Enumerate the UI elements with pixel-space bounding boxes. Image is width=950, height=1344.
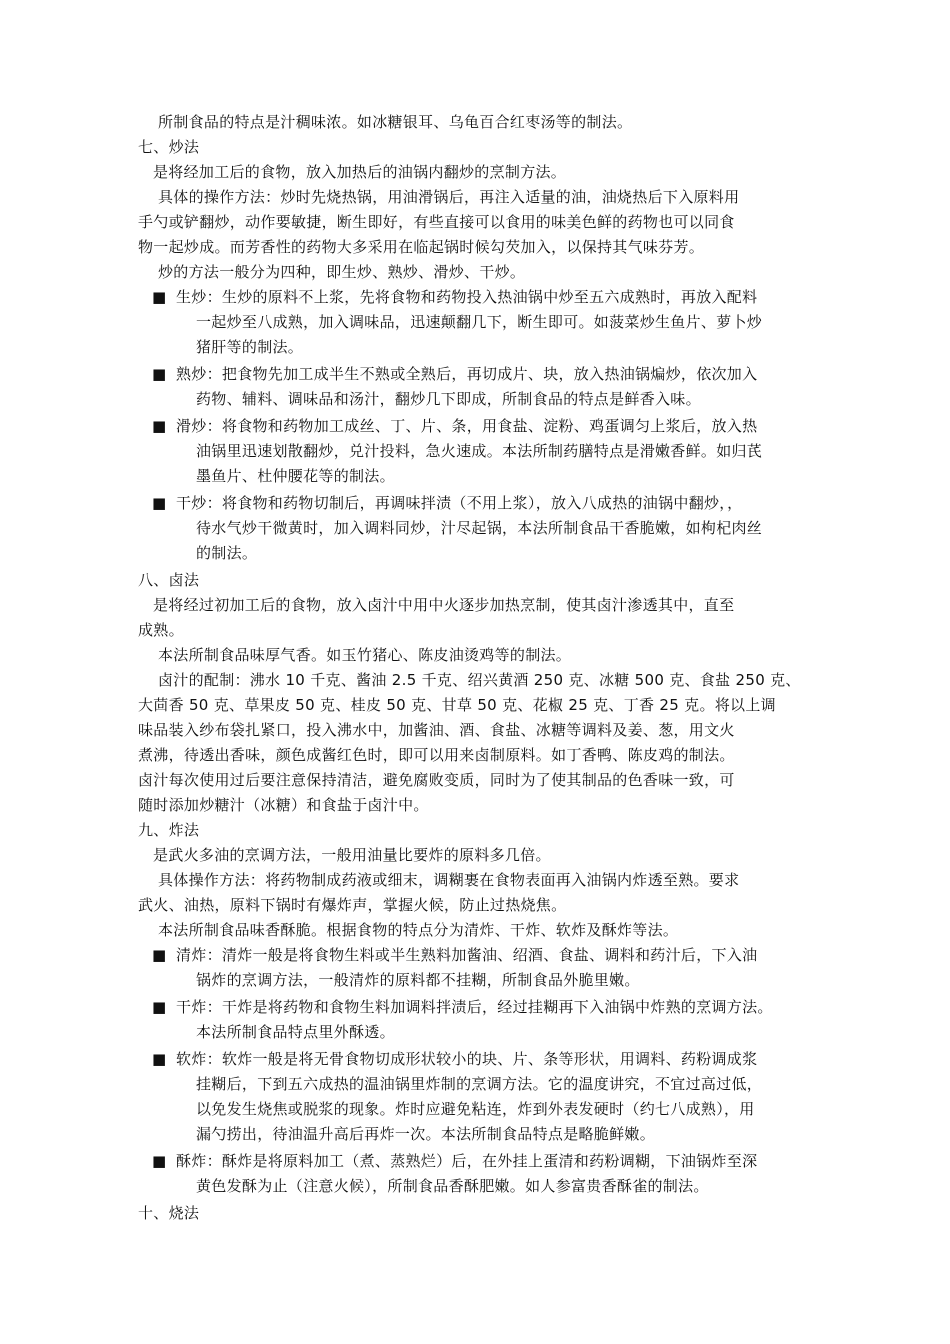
bullet-text-line: 待水气炒干微黄时，加入调料同炒，汁尽起锅，本法所制食品干香脆嫩，如枸杞肉丝	[196, 519, 763, 537]
bullet-square-icon: ■	[152, 365, 167, 383]
bullet-text-line: 以免发生烧焦或脱浆的现象。炸时应避免粘连，炸到外表发硬时（约七八成熟），用	[196, 1100, 755, 1118]
bullet-square-icon: ■	[152, 417, 167, 435]
bullet-square-icon: ■	[152, 946, 167, 964]
section-chao-bullets	[138, 285, 828, 566]
text-line: 煮沸，待透出香味，颜色成酱红色时，即可以用来卤制原料。如丁香鸭、陈皮鸡的制法。	[138, 746, 735, 764]
text-line: 随时添加炒糖汁（冰糖）和食盐于卤汁中。	[138, 796, 429, 814]
bullet-text-line: 猪肝等的制法。	[196, 338, 304, 356]
text-line: 是将经过初加工后的食物，放入卤汁中用中火逐步加热烹制，使其卤汁渗透其中，直至	[153, 596, 735, 614]
text-line: 物一起炒成。而芳香性的药物大多采用在临起锅时候勾芡加入，以保持其气味芬芳。	[138, 238, 705, 256]
bullet-item	[138, 1047, 828, 1147]
section-lu-zha	[138, 568, 828, 943]
bullet-text-line: 漏勺捞出，待油温升高后再炸一次。本法所制食品特点是略脆鲜嫩。	[196, 1125, 656, 1143]
bullet-item	[138, 362, 828, 412]
bullet-item	[138, 943, 828, 993]
bullet-text-line: 干炸：干炸是将药物和食物生料加调料拌渍后，经过挂糊再下入油锅中炸熟的烹调方法。	[176, 998, 773, 1016]
text-line: 卤汁的配制：沸水 10 千克、酱油 2.5 千克、绍兴黄酒 250 克、冰糖 500 克、食盐 250 克、	[158, 671, 801, 689]
section-chao-intro	[138, 110, 828, 285]
text-line: 七、炒法	[138, 138, 200, 156]
bullet-text-line: 熟炒：把食物先加工成半生不熟或全熟后，再切成片、块，放入热油锅煸炒，依次加入	[176, 365, 758, 383]
bullet-item	[138, 285, 828, 360]
bullet-square-icon: ■	[152, 494, 167, 512]
bullet-text-line: 清炸：清炸一般是将食物生料或半生熟料加酱油、绍酒、食盐、调料和药汁后，下入油	[176, 946, 758, 964]
text-line: 是将经加工后的食物，放入加热后的油锅内翻炒的烹制方法。	[153, 163, 567, 181]
text-line: 手勺或铲翻炒，动作要敏捷，断生即好，有些直接可以食用的味美色鲜的药物也可以同食	[138, 213, 735, 231]
text-line: 本法所制食品味厚气香。如玉竹猪心、陈皮油烫鸡等的制法。	[158, 646, 572, 664]
text-line: 具体操作方法：将药物制成药液或细末，调糊裹在食物表面再入油锅内炸透至熟。要求	[158, 871, 740, 889]
bullet-text-line: 挂糊后，下到五六成热的温油锅里炸制的烹调方法。它的温度讲究，不宜过高过低，	[196, 1075, 763, 1093]
bullet-square-icon: ■	[152, 1050, 167, 1068]
bullet-text-line: 锅炸的烹调方法，一般清炸的原料都不挂糊，所制食品外脆里嫩。	[196, 971, 640, 989]
bullet-text-line: 油锅里迅速划散翻炒，兑汁投料，急火速成。本法所制药膳特点是滑嫩香鲜。如归芪	[196, 442, 763, 460]
bullet-text-line: 干炒：将食物和药物切制后，再调味拌渍（不用上浆），放入八成热的油锅中翻炒，，	[176, 494, 743, 512]
bullet-item	[138, 1149, 828, 1199]
text-line: 卤汁每次使用过后要注意保持清洁，避免腐败变质，同时为了使其制品的色香味一致，可	[138, 771, 735, 789]
text-line: 所制食品的特点是汁稠味浓。如冰糖银耳、乌龟百合红枣汤等的制法。	[158, 113, 633, 131]
bullet-item	[138, 995, 828, 1045]
bullet-text-line: 软炸：软炸一般是将无骨食物切成形状较小的块、片、条等形状，用调料、药粉调成浆	[176, 1050, 758, 1068]
bullet-text-line: 滑炒：将食物和药物加工成丝、丁、片、条，用食盐、淀粉、鸡蛋调匀上浆后，放入热	[176, 417, 758, 435]
text-line: 九、炸法	[138, 821, 200, 839]
text-line: 大茴香 50 克、草果皮 50 克、桂皮 50 克、甘草 50 克、花椒 25 克、丁香 25 克。将以上调	[138, 696, 776, 714]
bullet-text-line: 酥炸：酥炸是将原料加工（煮、蒸熟烂）后，在外挂上蛋清和药粉调糊，下油锅炸至深	[176, 1152, 758, 1170]
text-line: 成熟。	[138, 621, 184, 639]
section-zha-bullets	[138, 943, 828, 1199]
text-line: 是武火多油的烹调方法，一般用油量比要炸的原料多几倍。	[153, 846, 551, 864]
bullet-text-line: 生炒：生炒的原料不上浆，先将食物和药物投入热油锅中炒至五六成熟时，再放入配料	[176, 288, 758, 306]
bullet-square-icon: ■	[152, 288, 167, 306]
bullet-text-line: 一起炒至八成熟，加入调味品，迅速颠翻几下，断生即可。如菠菜炒生鱼片、萝卜炒	[196, 313, 763, 331]
text-line: 本法所制食品味香酥脆。根据食物的特点分为清炸、干炸、软炸及酥炸等法。	[158, 921, 679, 939]
bullet-item	[138, 414, 828, 489]
text-line: 炒的方法一般分为四种，即生炒、熟炒、滑炒、干炒。	[158, 263, 526, 281]
document-page	[138, 110, 828, 1226]
text-line: 具体的操作方法：炒时先烧热锅，用油滑锅后，再注入适量的油，油烧热后下入原料用	[158, 188, 740, 206]
text-line: 武火、油热，原料下锅时有爆炸声，掌握火候，防止过热烧焦。	[138, 896, 567, 914]
text-line: 八、卤法	[138, 571, 200, 589]
bullet-item	[138, 491, 828, 566]
bullet-square-icon: ■	[152, 998, 167, 1016]
bullet-text-line: 墨鱼片、杜仲腰花等的制法。	[196, 467, 395, 485]
bullet-text-line: 黄色发酥为止（注意火候），所制食品香酥肥嫩。如人参富贵香酥雀的制法。	[196, 1177, 709, 1195]
bullet-square-icon: ■	[152, 1152, 167, 1170]
bullet-text-line: 本法所制食品特点里外酥透。	[196, 1023, 395, 1041]
text-line: 味品装入纱布袋扎紧口，投入沸水中，加酱油、酒、食盐、冰糖等调料及姜、葱，用文火	[138, 721, 735, 739]
bullet-text-line: 药物、辅料、调味品和汤汁，翻炒几下即成，所制食品的特点是鲜香入味。	[196, 390, 701, 408]
bullet-text-line: 的制法。	[196, 544, 258, 562]
section-heading-shao: 十、烧法	[138, 1204, 200, 1222]
